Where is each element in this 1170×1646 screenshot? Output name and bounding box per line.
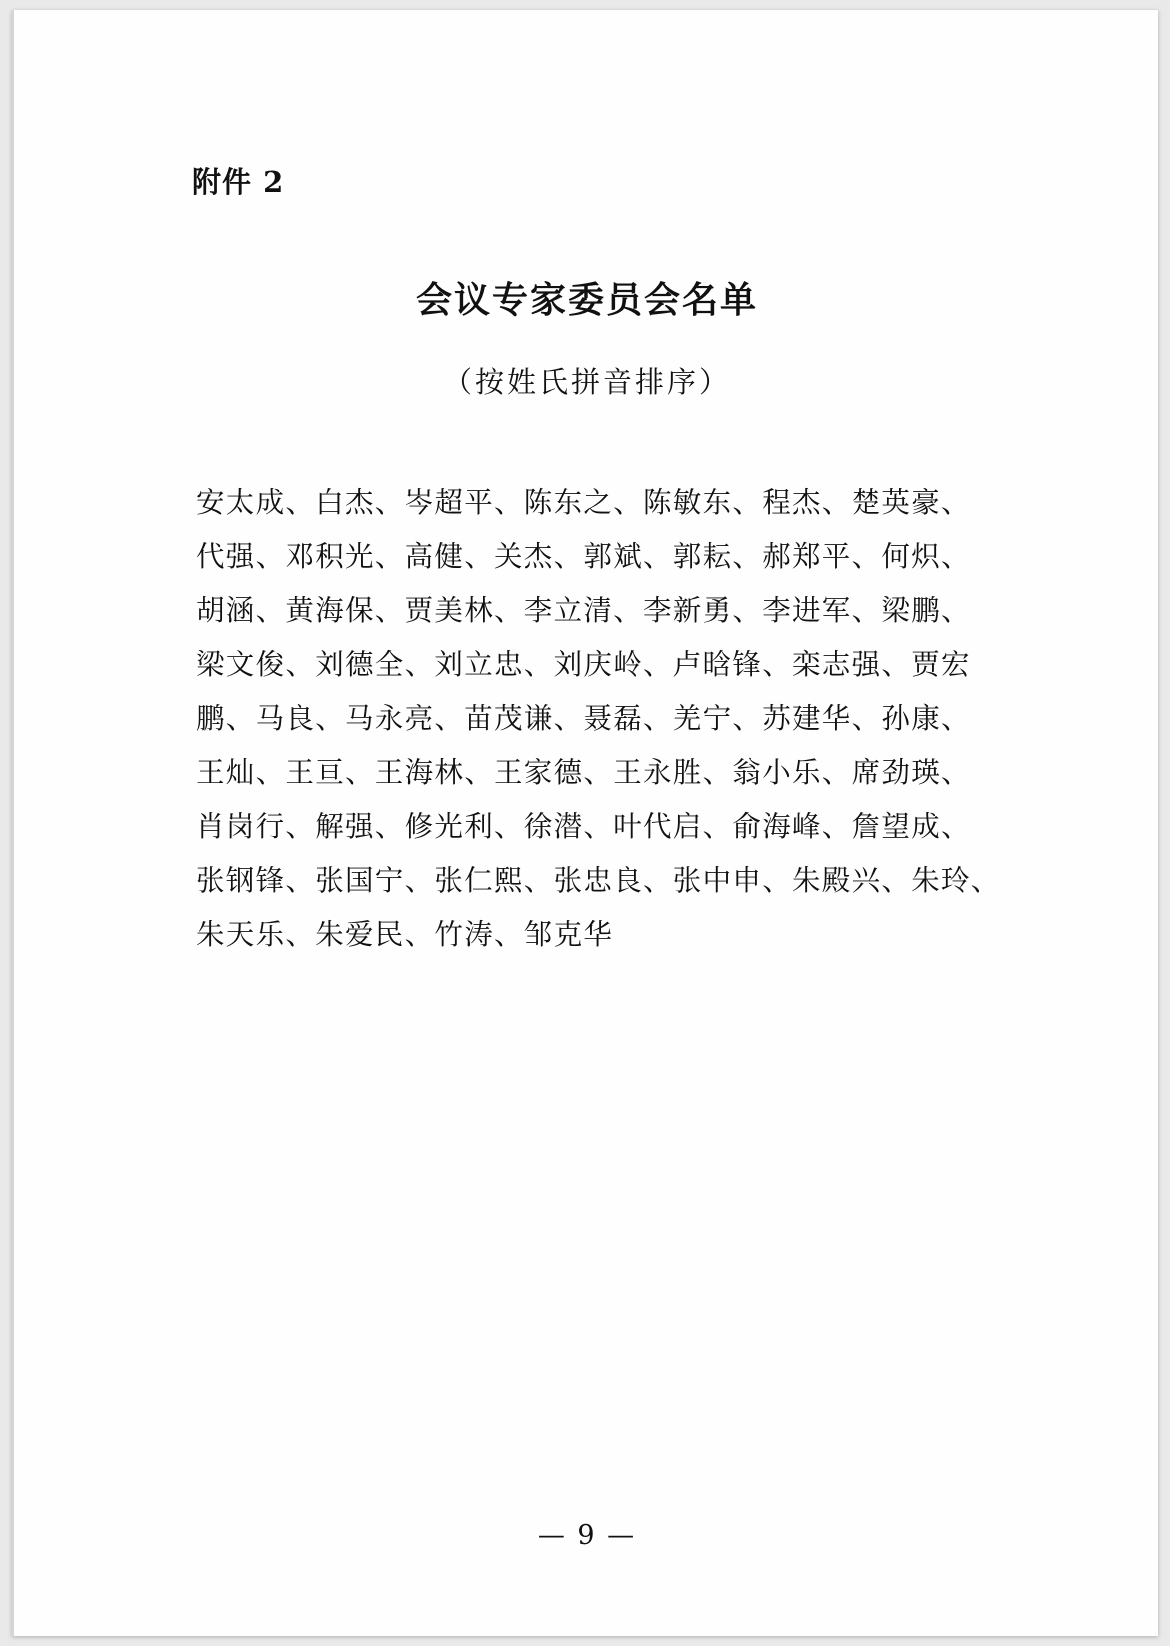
name-list-line: 安太成、白杰、岑超平、陈东之、陈敏东、程杰、楚英豪、 (196, 486, 971, 519)
expert-name-list (196, 476, 1026, 962)
page-subtitle: （按姓氏拼音排序） (442, 365, 731, 399)
page-number: — 9 — (537, 1520, 637, 1551)
name-list-line: 张钢锋、张国宁、张仁熙、张忠良、张中申、朱殿兴、朱玲、 (196, 864, 1001, 897)
name-list-line: 朱天乐、朱爱民、竹涛、邹克华 (196, 918, 614, 951)
page-title: 会议专家委员会名单 (415, 279, 758, 321)
name-list-line: 鹏、马良、马永亮、苗茂谦、聂磊、羌宁、苏建华、孙康、 (196, 702, 971, 735)
name-list-line: 梁文俊、刘德全、刘立忠、刘庆岭、卢晗锋、栾志强、贾宏 (196, 648, 971, 681)
name-list-line: 王灿、王亘、王海林、王家德、王永胜、翁小乐、席劲瑛、 (196, 756, 971, 789)
name-list-line: 代强、邓积光、高健、关杰、郭斌、郭耘、郝郑平、何炽、 (196, 540, 971, 573)
attachment-label: 附件 2 (192, 165, 285, 199)
name-list-line: 肖岗行、解强、修光利、徐潜、叶代启、俞海峰、詹望成、 (196, 810, 971, 843)
document-page (12, 10, 1158, 1636)
name-list-line: 胡涵、黄海保、贾美林、李立清、李新勇、李进军、梁鹏、 (196, 594, 971, 627)
